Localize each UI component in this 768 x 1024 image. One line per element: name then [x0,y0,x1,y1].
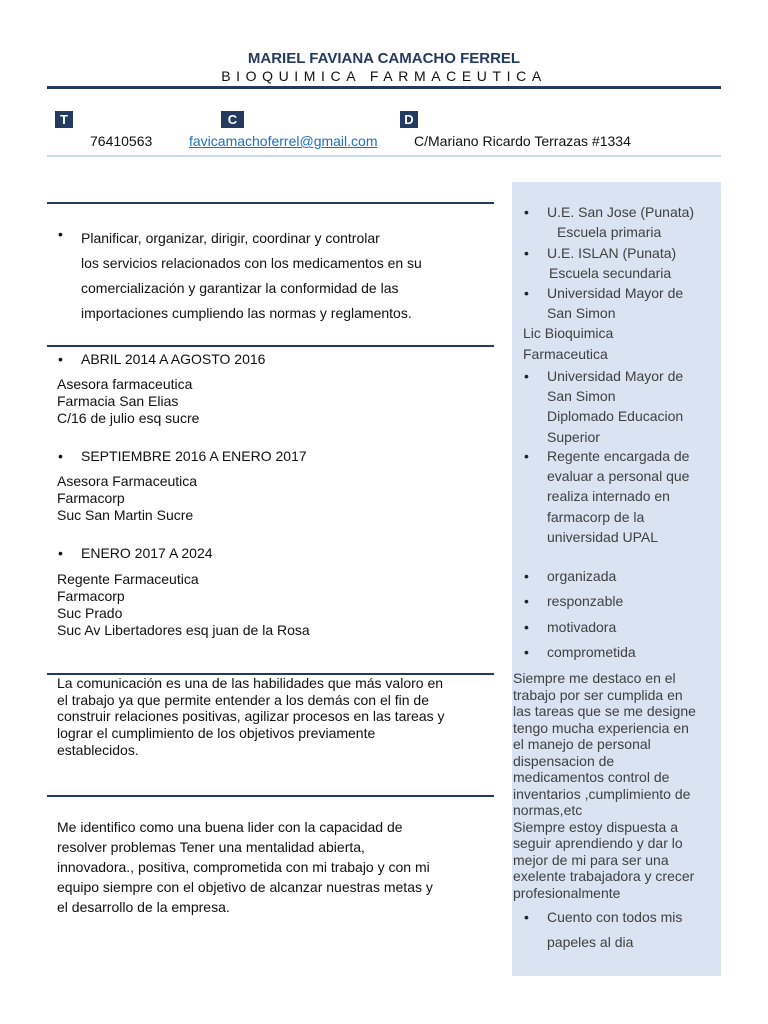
section-divider [47,202,494,204]
section-divider [47,345,494,347]
objective-line: importaciones cumpliendo las normas y reglamentos. [81,305,412,321]
communication-line: lograr el cumplimiento de los objetivos previamente [57,725,376,742]
objective-line: los servicios relacionados con los medicamentos en su [81,255,422,271]
profession-title: BIOQUIMICA FARMACEUTICA [221,68,547,84]
experience-highlight [547,446,689,547]
trait-item: • responzable [547,593,623,609]
objective-text [81,226,422,326]
about-line: tengo mucha experiencia en [513,719,689,736]
experience-period: • ABRIL 2014 A AGOSTO 2016 [81,351,265,367]
leadership-line: Me identifico como una buena lider con la capacidad de [57,819,403,835]
experience-company: Farmacia San Elias [57,393,179,409]
education-line: • Universidad Mayor de [547,368,684,384]
education-item: • U.E. San Jose (Punata) [547,204,694,220]
experience-location: Suc San Martin Sucre [57,507,194,523]
highlight-line: universidad UPAL [547,528,659,545]
experience-company: Farmacorp [57,490,125,506]
leadership-line: resolver problemas Tener una mentalidad abierta, [57,839,365,855]
phone-number: 76410563 [90,133,153,149]
about-line: normas,etc [513,802,583,818]
experience-location: Suc Av Libertadores esq juan de la Rosa [57,622,310,638]
email-link[interactable]: favicamachoferrel@gmail.com [189,133,378,149]
section-divider [47,795,494,797]
experience-details [57,571,310,639]
education-item: • Universidad Mayor de [547,285,683,301]
education-level: Escuela primaria [557,224,662,240]
education-level: Escuela secundaria [549,265,672,281]
about-line: mejor de mi para ser una [513,851,669,868]
about-line: inventarios ,cumplimiento de [513,785,691,802]
final-note: • Cuento con todos mis [547,909,682,925]
highlight-line: farmacorp de la [547,508,645,525]
address-badge: D [400,111,418,128]
email-badge: C [221,111,244,128]
about-line: seguir aprendiendo y dar lo [513,835,683,851]
about-line: medicamentos control de [513,769,670,785]
experience-role: Asesora farmaceutica [57,376,193,392]
degree-title-cont: Farmaceutica [523,346,608,362]
education-line: Diplomado Educacion [547,408,684,425]
contact-divider [47,155,721,157]
communication-text [57,675,445,759]
communication-line: establecidos. [57,741,139,758]
experience-role: Regente Farmaceutica [57,571,199,587]
degree-title: Lic Bioquimica [523,325,614,341]
experience-details [57,473,197,524]
experience-role: Asesora Farmaceutica [57,473,198,489]
about-line: exelente trabajadora y crecer [513,868,695,884]
leadership-line: el desarrollo de la empresa. [57,899,230,915]
about-line: las tareas que se me designe [513,703,696,719]
trait-item: • organizada [547,568,616,584]
education-line: San Simon [547,388,616,405]
candidate-name: MARIEL FAVIANA CAMACHO FERREL [247,50,521,67]
experience-location: C/16 de julio esq sucre [57,410,200,426]
leadership-text [57,817,433,917]
highlight-line: • Regente encargada de [547,448,690,464]
experience-period: • SEPTIEMBRE 2016 A ENERO 2017 [81,448,307,464]
leadership-line: innovadora., positiva, comprometida con mi trabajo y con mi [57,859,430,875]
education-item: • U.E. ISLAN (Punata) [547,245,676,261]
experience-period: • ENERO 2017 A 2024 [81,545,213,561]
experience-location: Suc Prado [57,605,123,621]
objective-line: Planificar, organizar, dirigir, coordinar y controlar [81,230,380,246]
education-item [547,366,683,447]
about-line: Siempre estoy dispuesta a [513,818,678,835]
education-line: Superior [547,428,600,445]
objective-line: comercialización y garantizar la conformidad de las [81,280,399,296]
phone-badge: T [55,111,73,128]
about-text [513,670,696,901]
communication-line: construir relaciones positivas, agilizar procesos en las tareas y [57,708,445,725]
about-line: dispensacion de [513,752,615,769]
communication-line: La comunicación es una de las habilidades que más valoro en [57,675,444,691]
final-note-cont: papeles al dia [547,934,634,950]
about-line: el manejo de personal [513,736,651,752]
communication-line: el trabajo ya que permite entender a los demás con el fin de [57,691,430,708]
header-divider [47,86,721,89]
trait-item: • motivadora [547,619,616,635]
trait-item: • comprometida [547,644,636,660]
highlight-line: evaluar a personal que [547,468,690,485]
about-line: profesionalmente [513,884,621,901]
address-text: C/Mariano Ricardo Terrazas #1334 [414,133,631,149]
experience-company: Farmacorp [57,588,125,604]
about-line: Siempre me destaco en el [513,670,676,686]
leadership-line: equipo siempre con el objetivo de alcanzar nuestras metas y [57,879,433,895]
highlight-line: realiza internado en [547,488,670,505]
experience-details [57,376,199,427]
about-line: trabajo por ser cumplida en [513,686,683,703]
education-item-cont: San Simon [547,305,616,321]
